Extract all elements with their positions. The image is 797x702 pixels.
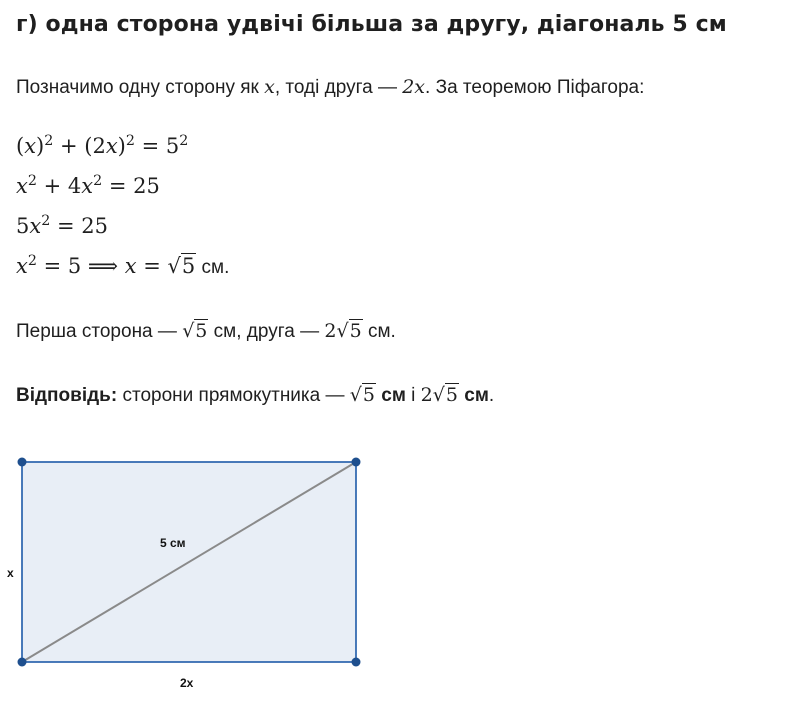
- sqrt-5: √5: [336, 320, 362, 342]
- rectangle-figure: [0, 440, 797, 702]
- intro-text: Позначимо одну сторону як x, тоді друга — 2x. За теоремою Піфагора:: [16, 76, 645, 98]
- sqrt-5: √5: [167, 254, 196, 278]
- vertex-bottom-right: [352, 658, 361, 667]
- task-heading: г) одна сторона удвічі більша за другу, діагональ 5 см: [16, 12, 727, 37]
- sides-text: Перша сторона — √5 см, друга — 2√5 см.: [16, 320, 396, 342]
- sqrt-5: √5: [432, 384, 458, 406]
- label-side-2x: 2x: [180, 676, 194, 690]
- vertex-top-right: [352, 458, 361, 467]
- equation-line-2: $x^2 + 4x^2 = 25$: [16, 173, 160, 198]
- answer-text: Відповідь: сторони прямокутника — √5 см і 2√5 см.: [16, 384, 495, 406]
- equation-line-4: $x^2 = 5$ ⟹ x = √5 см.: [16, 253, 230, 278]
- sqrt-5: √5: [182, 320, 208, 342]
- equation-line-1: $(x)^2 + (2x)^2 = 5^2$: [16, 133, 189, 158]
- answer-label: Відповідь:: [16, 385, 118, 406]
- label-diagonal: 5 см: [160, 536, 186, 550]
- vertex-bottom-left: [18, 658, 27, 667]
- label-side-x: x: [7, 566, 14, 580]
- equation-line-3: $5x^2 = 25$: [16, 213, 108, 238]
- sqrt-5: √5: [349, 384, 375, 406]
- vertex-top-left: [18, 458, 27, 467]
